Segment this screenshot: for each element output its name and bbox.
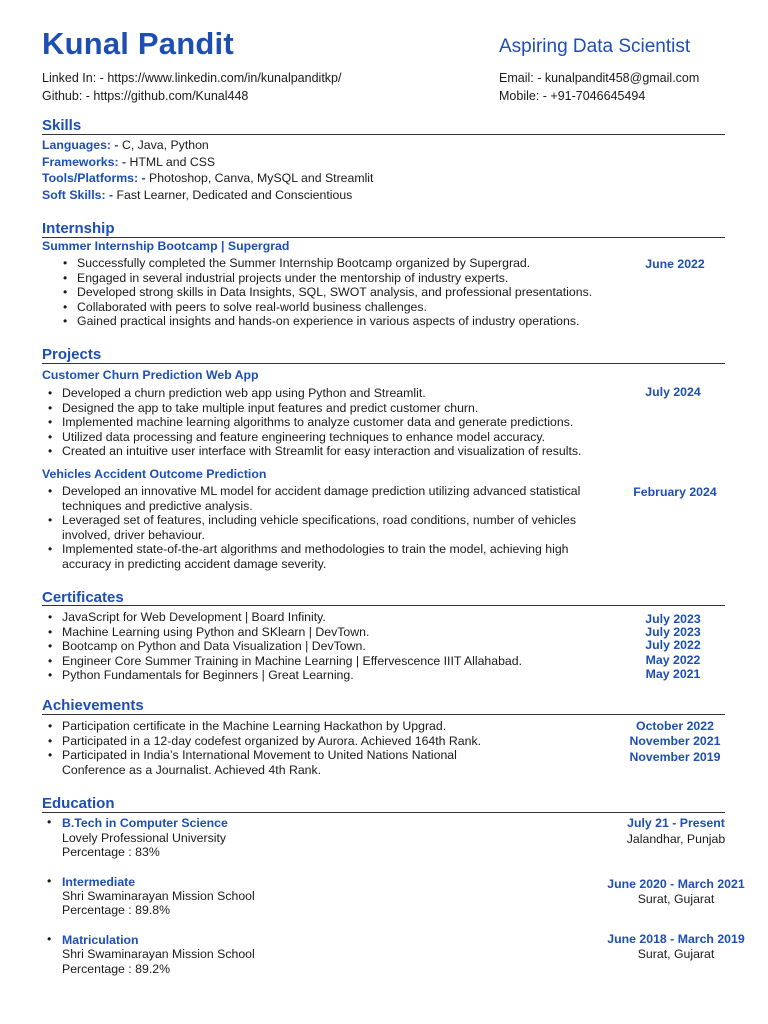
certificate-date: May 2021 (645, 667, 701, 681)
education-place: Jalandhar, Punjab (626, 832, 726, 846)
skills-soft-value: Fast Learner, Dedicated and Conscientious (113, 188, 353, 202)
skills-tools-value: Photoshop, Canva, MySQL and Streamlit (145, 171, 374, 185)
internship-date: June 2022 (645, 257, 705, 271)
mobile-number: Mobile: - +91-7046645494 (499, 89, 646, 103)
list-item: • JavaScript for Web Development | Board Infinity. (42, 610, 622, 625)
project-2-date: February 2024 (633, 485, 717, 499)
list-item: • Collaborated with peers to solve real-world business challenges. (57, 300, 617, 315)
education-degree: Intermediate (62, 875, 136, 889)
education-school: Shri Swaminarayan Mission School (62, 889, 255, 903)
certificate-date: May 2022 (645, 653, 701, 667)
candidate-name: Kunal Pandit (42, 26, 234, 61)
section-title-skills: Skills (42, 117, 82, 134)
list-item: • Participated in India’s International Movement to United Nations National Conference as a Journalist. Achieved 4th Rank. (42, 748, 487, 777)
list-item: • Python Fundamentals for Beginners | Great Learning. (42, 668, 622, 683)
education-score: Percentage : 89.2% (62, 962, 171, 976)
section-title-projects: Projects (42, 346, 102, 363)
section-title-certificates: Certificates (42, 589, 124, 606)
skills-languages-value: C, Java, Python (118, 138, 209, 152)
internship-bullets (57, 256, 617, 329)
certificate-date: July 2023 (645, 612, 701, 626)
email-link[interactable]: Email: - kunalpandit458@gmail.com (499, 71, 700, 85)
skills-soft-label: Soft Skills: - (42, 188, 114, 202)
education-date: June 2020 - March 2021 (607, 877, 745, 891)
project-1-name: Customer Churn Prediction Web App (42, 368, 259, 382)
skills-frameworks (42, 155, 215, 169)
candidate-role: Aspiring Data Scientist (499, 36, 691, 57)
skills-languages-label: Languages: - (42, 138, 119, 152)
section-divider (42, 134, 725, 135)
education-place: Surat, Gujarat (637, 947, 715, 961)
education-score: Percentage : 83% (62, 845, 160, 859)
project-2-name: Vehicles Accident Outcome Prediction (42, 467, 267, 481)
skills-languages (42, 138, 209, 152)
section-title-education: Education (42, 795, 115, 812)
achievements-list (42, 719, 487, 777)
list-item: • Developed a churn prediction web app using Python and Streamlit. (42, 386, 622, 401)
list-item: • Implemented machine learning algorithms to analyze customer data and generate predictions. (42, 415, 622, 430)
education-degree: Matriculation (62, 933, 139, 947)
section-title-internship: Internship (42, 220, 115, 237)
skills-frameworks-label: Frameworks: - (42, 155, 127, 169)
section-divider (42, 812, 725, 813)
skills-soft (42, 188, 352, 202)
section-divider (42, 714, 725, 715)
list-item: • Developed strong skills in Data Insights, SQL, SWOT analysis, and professional presentations. (57, 285, 617, 300)
achievement-date: November 2019 (629, 750, 721, 764)
section-divider (42, 605, 725, 606)
list-item: • Created an intuitive user interface with Streamlit for easy interaction and visualization of results. (42, 444, 622, 459)
list-item: • Utilized data processing and feature engineering techniques to enhance model accuracy. (42, 430, 622, 445)
list-item: • Participation certificate in the Machine Learning Hackathon by Upgrad. (42, 719, 487, 734)
education-score: Percentage : 89.8% (62, 903, 171, 917)
skills-tools (42, 171, 373, 185)
list-item: • Developed an innovative ML model for accident damage prediction utilizing advanced statistical techniques and predictive analysis. (42, 484, 612, 513)
achievement-date: November 2021 (629, 734, 721, 748)
education-date: July 21 - Present (627, 816, 725, 830)
internship-org: Summer Internship Bootcamp | Supergrad (42, 239, 290, 253)
project-1-bullets (42, 386, 622, 459)
bullet-icon: • (47, 932, 52, 946)
education-degree: B.Tech in Computer Science (62, 816, 228, 830)
list-item: • Engineer Core Summer Training in Machine Learning | Effervescence IIIT Allahabad. (42, 654, 622, 669)
section-divider (42, 237, 725, 238)
certificate-date: July 2023 (645, 625, 701, 639)
list-item: • Participated in a 12-day codefest organized by Aurora. Achieved 164th Rank. (42, 734, 487, 749)
list-item: • Successfully completed the Summer Internship Bootcamp organized by Supergrad. (57, 256, 617, 271)
linkedin-link[interactable]: Linked In: - https://www.linkedin.com/in/kunalpanditkp/ (42, 71, 342, 85)
skills-tools-label: Tools/Platforms: - (42, 171, 146, 185)
education-date: June 2018 - March 2019 (607, 932, 745, 946)
list-item: • Gained practical insights and hands-on experience in various aspects of industry operations. (57, 314, 617, 329)
certificates-list (42, 610, 622, 683)
skills-frameworks-value: HTML and CSS (126, 155, 216, 169)
section-title-achievements: Achievements (42, 697, 144, 714)
github-link[interactable]: Github: - https://github.com/Kunal448 (42, 89, 249, 103)
bullet-icon: • (47, 815, 52, 829)
list-item: • Engaged in several industrial projects under the mentorship of industry experts. (57, 271, 617, 286)
certificate-date: July 2022 (645, 638, 701, 652)
education-school: Shri Swaminarayan Mission School (62, 947, 255, 961)
project-2-bullets (42, 484, 612, 572)
list-item: • Leveraged set of features, including vehicle specifications, road conditions, number of vehicles involved, driver behaviour. (42, 513, 612, 542)
list-item: • Implemented state-of-the-art algorithms and methodologies to train the model, achieving high accuracy in predicting accident damage severity. (42, 542, 612, 571)
list-item: • Bootcamp on Python and Data Visualization | DevTown. (42, 639, 622, 654)
achievement-date: October 2022 (636, 719, 714, 733)
education-school: Lovely Professional University (62, 831, 227, 845)
section-divider (42, 363, 725, 364)
bullet-icon: • (47, 874, 52, 888)
education-place: Surat, Gujarat (637, 892, 715, 906)
project-1-date: July 2024 (645, 385, 701, 399)
list-item: • Machine Learning using Python and SKlearn | DevTown. (42, 625, 622, 640)
list-item: • Designed the app to take multiple input features and predict customer churn. (42, 401, 622, 416)
